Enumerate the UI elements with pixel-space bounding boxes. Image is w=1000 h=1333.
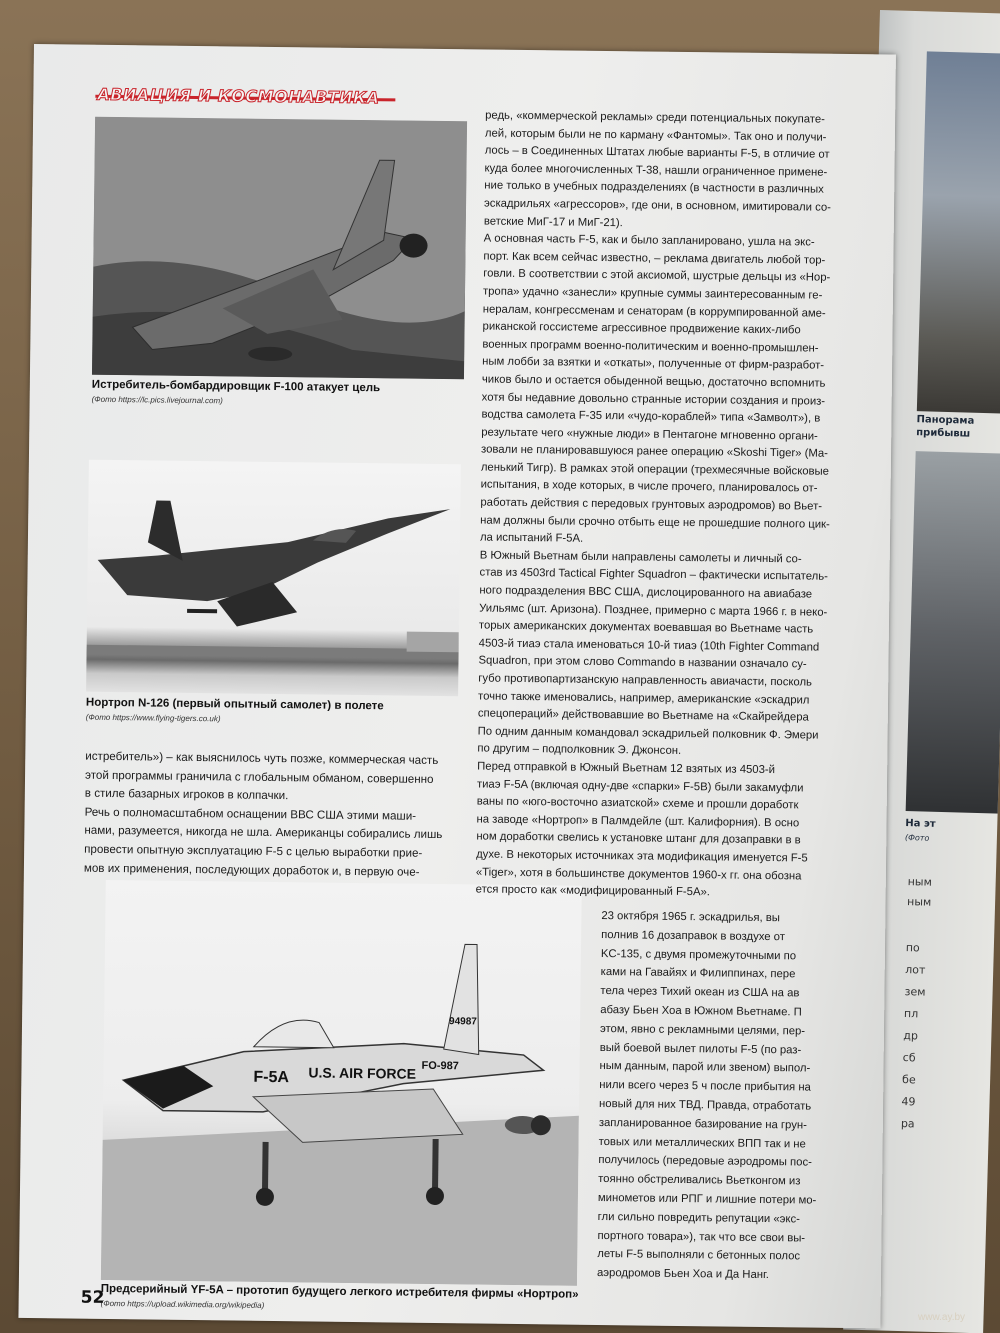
adjacent-page-line: ным	[906, 895, 932, 909]
text-line: Речь о полномасштабном оснащении ВВС США этими маши-	[84, 805, 417, 823]
section-header-title: АВИАЦИЯ И КОСМОНАВТИКА	[97, 84, 380, 108]
text-line: ками на Гавайях и Филиппинах, пере	[600, 966, 796, 981]
adjacent-page-line: по	[905, 941, 920, 955]
text-line: новый для них ТВД. Правда, отработать	[599, 1097, 812, 1113]
text-line: по другим – подполковник Э. Джонсон.	[477, 742, 682, 758]
text-line: зовали не планировавшуюся ранее операцию «Skoshi Tiger» (Ма-	[481, 443, 829, 461]
text-line: работать действия с передовых грунтовых аэродромов) во Вьет-	[480, 496, 823, 513]
text-line: гли сильно повредить репутации «экс-	[597, 1210, 801, 1226]
text-line: товых или металлических ВПП так и не	[598, 1135, 806, 1151]
text-line: Перед отправкой в Южный Вьетнам 12 взятых из 4503-й	[477, 760, 776, 777]
text-line: По одним данным командовал эскадрильей полковник Ф. Эмери	[477, 725, 819, 742]
text-line: провести опытную эксплуатацию F-5 с целью выработки прие-	[84, 842, 423, 860]
text-line: этом, явно с рекламными целями, пер-	[599, 1022, 806, 1038]
text-line: истребитель») – как выяснилось чуть позже, коммерческая часть	[85, 749, 439, 767]
svg-text:FO-987: FO-987	[421, 1059, 459, 1073]
text-line: водства самолета F-35 или «чудо-кораблей» типа «Замволт»), в	[481, 408, 821, 425]
text-line: эскадрильях «агрессоров», где они, в основном, имитировали со-	[484, 197, 832, 214]
text-line: порт. Как всем сейчас известно, – реклама двигатель любой тор-	[483, 250, 826, 267]
adjacent-page-photo-2	[906, 451, 1000, 814]
adjacent-page-line: 49	[901, 1095, 916, 1109]
text-line: ется просто как «модифицированный F-5A».	[475, 883, 711, 899]
text-line: нералам, конгрессменам и сенаторам (в коррумпированной аме-	[482, 303, 826, 320]
text-line: торых американских документах воевавшая во Вьетнаме часть	[478, 619, 814, 636]
text-line: тела через Тихий океан из США на ав	[600, 985, 800, 1000]
text-line: испытания, в ходе которых, в числе прочего, планировалось от-	[480, 478, 818, 496]
text-line: духе. В некоторых источниках эта модификация именуется F-5	[476, 848, 808, 865]
photo-3-caption: Предсерийный YF-5A – прототип будущего легкого истребителя фирмы «Нортроп»	[100, 1282, 579, 1301]
text-line: KC-135, с двумя промежуточными по	[600, 947, 797, 962]
text-column-bottom-right	[597, 907, 848, 1286]
photo-2-caption: Нортроп N-126 (первый опытный самолет) в полете	[85, 696, 384, 713]
text-line: военных программ военно-политическим и военно-промышлен-	[482, 338, 819, 355]
text-line: став из 4503rd Tactical Fighter Squadron – фактически испытатель-	[479, 566, 828, 584]
text-line: ваны по «юго-восточно азиатской» схеме и прошли доработк	[476, 795, 799, 812]
text-column-left	[84, 748, 458, 883]
page-number: 52	[80, 1287, 105, 1308]
text-line: 23 октября 1965 г. эскадрилья, вы	[601, 909, 781, 925]
photo-n126-flight	[86, 460, 461, 697]
photo-yf5a-prototype	[101, 880, 582, 1286]
text-line: чиков было и остается обыденной вещью, достаточно вспомнить	[481, 373, 826, 390]
photo-3-credit: (Фото https://upload.wikimedia.org/wikipedia)	[100, 1298, 265, 1310]
text-line: риканской госсистеме агрессивное продвижение каких-либо	[482, 320, 801, 337]
text-line: редь, «коммерческой рекламы» среди потенциальных покупате-	[485, 109, 825, 126]
text-line: 4503-й тиаэ стала именоваться 10-й тиаэ (10th Fighter Command	[478, 637, 820, 654]
adjacent-page-line: зем	[904, 985, 926, 999]
adjacent-page-line: др	[903, 1029, 919, 1043]
text-line: портного товара»), так что все свои вы-	[597, 1229, 806, 1245]
svg-text:U.S. AIR FORCE: U.S. AIR FORCE	[308, 1064, 417, 1082]
text-line: лось – в Соединенных Штатах любые варианты F-5, в отличие от	[484, 144, 830, 161]
text-line: тоянно обстреливались Вьетконгом из	[598, 1173, 801, 1188]
text-line: ленький Тигр). В рамках этой операции (трехмесячные войсковые	[480, 461, 830, 478]
text-line: ние только в учебных подразделениях (в частности в различных	[484, 179, 824, 197]
adjacent-page-caption-2: На эт	[905, 818, 936, 830]
photo-1-caption: Истребитель-бомбардировщик F-100 атакует цель	[91, 378, 381, 395]
svg-text:94987: 94987	[449, 1016, 477, 1028]
text-line: вый боевой вылет пилоты F-5 (по раз-	[599, 1041, 802, 1057]
text-line: ным лобби за взятки и «откаты», полученные от фирм-разработ-	[482, 355, 825, 372]
text-line: В Южный Вьетнам были направлены самолеты и личный со-	[479, 549, 802, 566]
text-line: губо противопартизанскую направленность авиачасти, посколь	[478, 672, 813, 689]
adjacent-page-line: бе	[901, 1073, 916, 1087]
adjacent-page-line: лот	[905, 963, 926, 977]
text-line: лей, которым были не по карману «Фантомы». Так оно и получи-	[484, 127, 827, 144]
adjacent-page-line: ным	[907, 875, 933, 889]
text-line: этой программы граничила с глобальным обманом, совершенно	[84, 768, 434, 786]
text-line: на заводе «Нортроп» в Палмдейле (шт. Калифорния). В осно	[476, 813, 800, 830]
text-line: ного подразделения ВВС США, дислоцированного на авиабазе	[479, 584, 813, 601]
text-line: запланированное базирование на грун-	[598, 1116, 807, 1132]
text-line: тропа» удачно «занесли» крупные суммы заинтересованным ге-	[482, 285, 823, 302]
text-line: результате чего «нужные люди» в Пентагоне мгновенно органи-	[481, 426, 818, 443]
text-line: аэродромов Бьен Хоа и Да Нанг.	[596, 1267, 769, 1282]
photo-f100-attack	[92, 117, 467, 380]
text-line: в стиле базарных игроков в колпачки.	[84, 786, 289, 803]
adjacent-page-caption-1: Панорама прибывш	[916, 414, 975, 440]
magazine-page	[18, 44, 896, 1328]
n126-aircraft-illustration	[86, 460, 461, 697]
text-line: мов их применения, последующих доработок и, в первую оче-	[83, 861, 420, 879]
text-line: ным данным, парой или звеном) выпол-	[599, 1060, 811, 1075]
text-line: Squadron, при этом слово Commando в названии означало су-	[478, 654, 807, 671]
text-line: А основная часть F-5, как и было запланировано, ушла на экс-	[483, 232, 815, 249]
text-line: ла испытаний F-5A.	[479, 531, 584, 545]
text-line: Уильямс (шт. Аризона). Позднее, примерно с марта 1966 г. в неко-	[479, 602, 828, 619]
photo-2-credit: (Фото https://www.flying-tigers.co.uk)	[85, 712, 221, 724]
adjacent-page-line: ра	[900, 1117, 915, 1131]
adjacent-page-line: пл	[903, 1007, 919, 1021]
watermark: www.ay.by	[918, 1312, 966, 1323]
text-line: нами, разумеется, никогда не шла. Американцы собирались лишь	[84, 824, 443, 842]
text-line: «Tiger», хотя в большинстве документов 1960-х гг. она обозна	[475, 865, 802, 882]
adjacent-page-photo-1	[917, 51, 1000, 414]
text-line: нили всего через 5 ч после прибытия на	[599, 1079, 811, 1094]
svg-text:F-5A: F-5A	[253, 1068, 290, 1087]
text-line: точно также именовались, например, американские «эскадрил	[477, 690, 810, 707]
text-line: полнив 16 дозаправок в воздухе от	[601, 928, 785, 944]
text-line: получилось (передовые аэродромы пос-	[598, 1154, 812, 1169]
photo-1-credit: (Фото https://lc.pics.livejournal.com)	[91, 394, 223, 406]
text-column-right	[476, 108, 866, 904]
f100-aircraft-illustration	[92, 117, 467, 380]
text-line: минометов или РПГ и лишние потери мо-	[597, 1191, 817, 1207]
text-line: ном доработки свелись к установке штанг для дозаправки в в	[476, 830, 801, 847]
text-line: куда более многочисленных T-38, нашли ограниченное примене-	[484, 162, 828, 179]
text-line: тиаэ F-5A (включая одну-две «спарки» F-5B) были закамуфли	[476, 778, 804, 795]
text-line: говли. В соответствии с этой аксиомой, шустрые дельцы из «Нор-	[483, 267, 831, 285]
text-line: леты F-5 выполняли с бетонных полос	[597, 1248, 801, 1263]
text-line: нам должны были срочно отбыть еще не прошедшие полного цик-	[480, 514, 830, 531]
adjacent-page-credit: (Фото	[904, 833, 930, 843]
section-header	[95, 85, 395, 109]
text-line: хотя бы недавние довольно странные истории создания и произ-	[481, 390, 826, 408]
yf5a-aircraft-illustration	[101, 880, 582, 1286]
text-line: абазу Бьен Хоа в Южном Вьетнаме. П	[600, 1003, 802, 1019]
text-line: спецопераций» действовавшие во Вьетнаме на «Скайрейдера	[477, 707, 809, 724]
adjacent-page-line: сб	[902, 1051, 916, 1065]
text-line: ветские МиГ-17 и МиГ-21).	[483, 215, 623, 229]
